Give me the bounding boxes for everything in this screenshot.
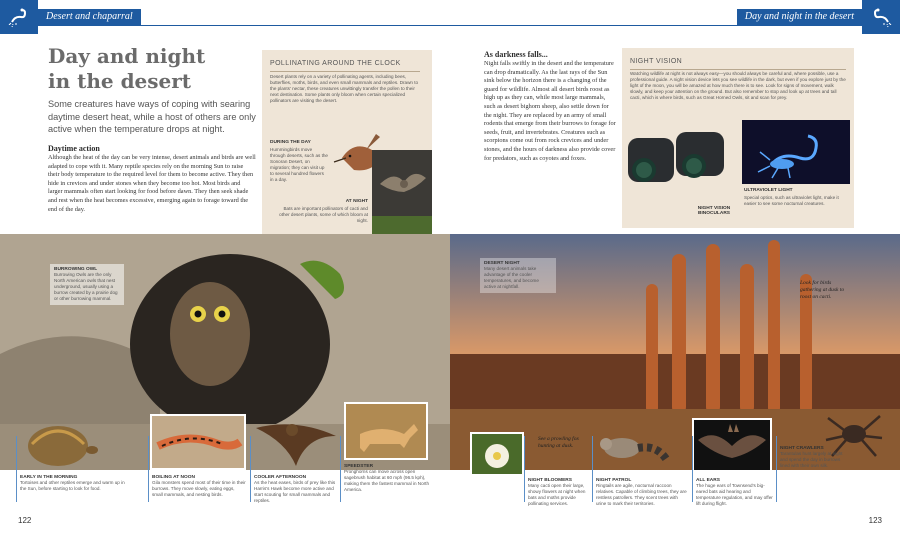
scorpion-icon [0,0,38,34]
owl-text: Burrowing Owls are the only North American owls that nest underground, usually using a burrow created by a prairie dog or other burrowing mammal. [54,272,118,301]
timeline-arrow [16,436,17,502]
divider [270,71,420,72]
timeline-arrow [524,436,525,502]
bat-pollinating-image [372,150,432,236]
harris-hawk-image [252,410,338,468]
pollinating-text: Desert plants rely on a variety of pollinating agents, including bees, butterflies, moths, birds, and even small mammals and reptiles. Drawn to the plants' nectar, these creatures unwittingly transfer the pollen to their next destination. Some plants only bloom when certain specialized pollinators are visiting the desert. [270,74,419,103]
darkness-text: Night falls swiftly in the desert and the temperature can drop dramatically. As the last rays of the Sun sink below the horizon there is a changing of the guard for wildlife. Almost all desert birds roost as high up as they can, while most large mammals, such as desert bighorn sheep, also settle down for the night. They are replaced by an army of small rodents that emerge from their burrows to forage for seeds, fruit, and invertebrates. Creatures such as scorpions come out from rock crevices and under stones, and the hours of darkness also provide cover for predators, such as coyotes and foxes. [484,60,616,162]
gila-monster-image [150,414,246,470]
night-vision-title: NIGHT VISION [630,58,683,65]
uv-text: Special optics, such as ultraviolet light, make it easier to see some nocturnal creatures. [744,195,839,206]
owl-label [50,264,124,305]
ringtail-image [592,424,672,474]
daytime-heading: Daytime action [48,144,100,153]
header-rule-left [0,25,450,26]
intro-text: Some creatures have ways of coping with searing daytime desert heat, while a host of others are only active when the temperature drops at night. [48,99,256,134]
night-heading: AT NIGHT [345,199,368,204]
uv-heading: ULTRAVIOLET LIGHT [744,188,793,193]
timeline-arrow [250,436,251,502]
header-right [450,0,900,34]
strip-caption: NIGHT BLOOMERS Many cacti open their large, showy flowers at night when bats and moths provide pollinating services. [528,478,586,506]
page-number-right: 123 [868,516,882,525]
strip-caption: NIGHT PATROL Ringtails are agile, nocturnal raccoon relatives. Capable of climbing trees, they are restless patrollers. They scent trees with urine to mark their territories. [596,478,687,506]
desert-night-heading: DESERT NIGHT [484,261,520,266]
bat-image [692,418,772,472]
desert-night-label [480,258,556,293]
section-label-right: Day and night in the desert [737,9,862,25]
page-number-left: 122 [18,516,32,525]
pronghorn-image [344,402,428,460]
divider [630,69,846,70]
tortoise-image [18,418,98,476]
strip-caption: COOLER AFTERNOON As the heat eases, birds of prey like this Harris's Hawk become more active and start scouting for small mammals and reptiles. [254,475,336,503]
desert-night-text: Many desert animals take advantage of the cooler temperatures, and become active at nightfall. [484,266,539,289]
day-heading: DURING THE DAY [270,140,311,145]
strip-caption: BOILING AT NOON Gila monsters spend most of their time in their burrows. They move slowly, eating eggs, small mammals, and nesting birds. [152,475,246,497]
header-left [0,0,450,34]
night-vision-text: Watching wildlife at night is not always easy—you should always be careful and, where possible, use a professional guide. A night vision device lets you see wildlife in the dark, but even if you explore just by the light of the moon, you will be amazed at how much there is to see. Look for signs of movement, walk slowly, and keep your attention on the ground. But also remember to stop and look up at trees and tall cacti, which is where birds, such as Great Horned Owls, sit and scan for prey. [630,71,846,100]
night-vision-box [622,48,854,228]
night-vision-binoculars-image [622,126,732,206]
binoculars-label: NIGHT VISION BINOCULARS [697,206,731,216]
timeline-arrow [776,436,777,502]
timeline-arrow [592,436,593,502]
page-title: Day and night in the desert [48,44,206,93]
timeline-arrow [340,436,341,502]
timeline-arrow [692,436,693,502]
night-text: Bats are important pollinators of cacti and other desert plants, some of which bloom at night. [279,206,368,223]
section-label: Desert and chaparral [38,9,141,25]
strip-caption: SPEEDSTER Pronghorns can move across open sagebrush habitat at 60 mph (96.5 kph), making them the fastest mammal in North America. [344,464,430,492]
timeline-arrow [148,436,149,502]
cactus-flower-image [470,432,524,476]
header-rule-right [450,25,900,26]
strip-caption: NIGHT CRAWLERS Tarantulas hunt largely at night and spend the day in burrows lined with their own silk. [780,446,843,468]
fox-note: See a prowling fox hunting at dusk. [538,436,579,449]
owl-heading: BURROWING OWL [54,267,98,272]
uv-scorpion-image [742,120,850,184]
strip-caption: ALL EARS The huge ears of Townsend's big-eared bats aid hearing and temperature regulation, and may offer lift during flight. [696,478,773,506]
strip-caption: EARLY IN THE MORNING Tortoises and other reptiles emerge and warm up in the Sun, before starting to look for food. [20,475,125,491]
darkness-heading: As darkness falls... [484,50,548,59]
scorpion-icon [862,0,900,34]
pollinating-title: POLLINATING AROUND THE CLOCK [270,60,401,67]
birds-note: Look for birds gathering at dusk to roost on cacti. [800,280,845,300]
pollinating-box [262,50,432,236]
daytime-text: Although the heat of the day can be very intense, desert animals and birds are well adapted to cope with it. Many reptile species rely on the morning Sun to raise their body temperature to the required level for them to become active. They then hide in crevices and under stones when they become too hot. Most birds and larger mammals often start looking for food before dawn. They then seek shade and rest when the heat becomes excessive, emerging again to forage toward the end of the day. [48,154,256,213]
day-text: Hummingbirds move through deserts, such as the Sonoran Desert, on migration; they can visit up to several hundred flowers in a day. [270,147,328,182]
